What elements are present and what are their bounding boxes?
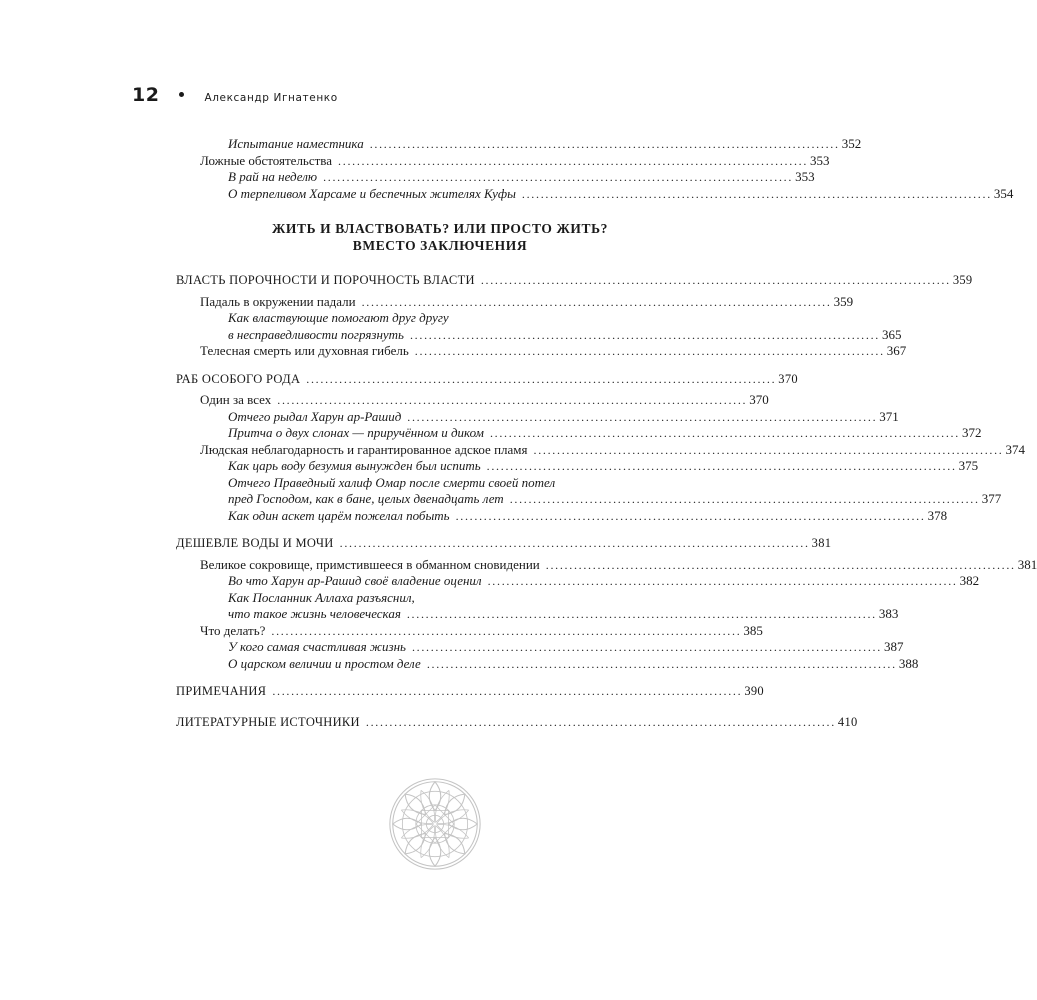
toc-entry[interactable] [176,293,854,311]
toc-entry-page: 359 [833,293,854,309]
arabesque-rosette-icon [387,776,483,872]
leader-dots: .................................................................................................... [306,371,777,386]
toc-entry-title: Ложные обстоятельства [200,152,333,168]
leader-dots: .................................................................................................... [486,459,957,473]
toc-entry-title: У кого самая счастливая жизнь [228,639,406,654]
toc-entry-title: ЛИТЕРАТУРНЫЕ ИСТОЧНИКИ [176,714,360,729]
toc-entry-title: Как один аскет царём пожелал побыть [228,507,450,523]
leader-dots: .................................................................................................... [339,536,810,550]
part-heading [176,220,704,254]
leader-dots: .................................................................................................... [406,607,877,621]
toc-entry-page: 353 [795,169,815,184]
toc-main [176,272,1037,730]
toc-entry-title: Во что Харун ар-Рашид своё владение оценил [228,573,482,588]
leader-dots: .................................................................................................... [369,137,840,151]
toc-entry-title: Великое сокровище, примстившееся в обманном сновидении [200,556,540,572]
toc-entry-title: Как Посланник Аллаха разъяснил, [228,589,415,605]
leader-dots: .................................................................................................... [272,684,743,698]
toc-section[interactable] [176,371,798,388]
leader-dots: .................................................................................................... [414,344,885,358]
page-number: 12 [132,84,160,106]
toc-entry-page: 381 [811,536,832,550]
leader-dots: .................................................................................................... [487,574,958,588]
toc-top [176,136,1014,202]
toc-section[interactable] [176,714,858,731]
toc-entry-title: ДЕШЕВЛЕ ВОДЫ И МОЧИ [176,536,334,550]
toc-entry-page: 365 [881,326,902,342]
toc-entry[interactable] [176,507,948,525]
toc-entry-title: Как царь воду безумия вынужден был испить [228,458,481,473]
toc-entry[interactable] [176,441,1025,459]
toc-entry-page: 385 [743,622,763,638]
toc-entry-title: ПРИМЕЧАНИЯ [176,684,267,698]
toc-entry[interactable] [176,343,907,360]
toc-entry[interactable] [176,425,982,442]
toc-entry-title: О терпеливом Харсаме и беспечных жителях Куфы [228,185,516,201]
leader-dots: .................................................................................................... [407,409,878,424]
toc-entry[interactable] [176,573,980,590]
toc-entry-page: 388 [898,655,919,671]
toc-entry[interactable] [176,606,899,623]
toc-entry-page: 353 [810,152,830,168]
part-heading-line2: ВМЕСТО ЗАКЛЮЧЕНИЯ [352,238,528,253]
toc-entry-title: Испытание наместника [228,136,364,151]
leader-dots: .................................................................................................... [365,714,836,729]
author-name: Александр Игнатенко [204,92,338,104]
toc-entry-page: 359 [952,273,973,287]
leader-dots: .................................................................................................... [489,426,960,440]
toc-entry-page: 374 [1005,441,1025,457]
toc-entry-title: Отчего рыдал Харун ар-Рашид [228,408,402,424]
leader-dots: .................................................................................................... [545,557,1016,572]
leader-dots: .................................................................................................... [533,442,1004,457]
toc-entry[interactable] [176,310,704,327]
toc-entry[interactable] [176,639,904,656]
toc-entry[interactable] [176,655,919,673]
leader-dots: .................................................................................................... [271,623,742,638]
toc-entry-title: Притча о двух слонах — приручённом и диком [228,425,484,440]
toc-entry[interactable] [176,392,769,409]
bullet-icon [179,92,184,97]
part-heading-line1: ЖИТЬ И ВЛАСТВОВАТЬ? ИЛИ ПРОСТО ЖИТЬ? [271,221,609,236]
toc-entry-page: 370 [749,392,769,407]
toc-entry-title: Один за всех [200,392,272,407]
toc-entry-page: 371 [879,408,899,424]
toc-entry-title: пред Господом, как в бане, целых двенадцать лет [228,491,504,506]
toc-entry-page: 382 [959,573,980,588]
toc-entry[interactable] [176,152,830,170]
leader-dots: .................................................................................................... [455,508,926,523]
toc-section[interactable] [176,683,764,700]
toc-entry[interactable] [176,491,1002,508]
toc-section[interactable] [176,535,832,552]
toc-entry-page: 370 [778,371,798,386]
toc-entry-page: 372 [961,425,982,440]
leader-dots: .................................................................................................... [323,170,794,184]
toc-entry-page: 383 [878,606,899,621]
toc-entry-page: 387 [883,639,904,654]
toc-entry-title: РАБ ОСОБОГО РОДА [176,371,301,386]
toc-section[interactable] [176,272,973,289]
toc-entry-title: Отчего Праведный халиф Омар после смерти своей потел [228,474,556,490]
toc-entry[interactable] [176,556,1037,574]
toc-entry-title: Как властвующие помогают друг другу [228,310,449,325]
leader-dots: .................................................................................................... [480,273,951,287]
toc-entry-title: что такое жизнь человеческая [228,606,401,621]
toc-entry-title: Людская неблагодарность и гарантированное адское пламя [200,441,528,457]
toc-entry-title: ВЛАСТЬ ПОРОЧНОСТИ И ПОРОЧНОСТЬ ВЛАСТИ [176,273,475,287]
toc-entry[interactable] [176,622,763,640]
toc-entry-title: В рай на неделю [228,169,318,184]
toc-entry[interactable] [176,136,862,153]
toc-entry-page: 375 [958,458,979,473]
toc-entry-title: Падаль в окружении падали [200,293,356,309]
toc-entry-page: 377 [981,491,1002,506]
toc-entry-page: 381 [1017,556,1037,572]
toc-entry-title: О царском величии и простом деле [228,655,421,671]
toc-entry-page: 390 [744,684,764,698]
toc-entry-page: 378 [927,507,948,523]
toc-entry[interactable] [176,408,899,426]
leader-dots: .................................................................................................... [338,153,809,168]
toc-entry-title: Телесная смерть или духовная гибель [200,343,409,358]
toc-entry[interactable] [176,458,979,475]
toc-entry[interactable] [176,590,704,607]
toc-entry-title: Что делать? [200,622,266,638]
toc-entry-page: 352 [841,136,862,151]
toc-entry-page: 354 [993,185,1014,201]
toc-entry[interactable] [176,185,1014,203]
toc-entry-page: 367 [886,343,907,358]
toc-entry[interactable] [176,169,815,186]
leader-dots: .................................................................................................... [277,393,748,407]
toc-entry-page: 410 [837,714,858,729]
toc-entry[interactable] [176,326,902,344]
leader-dots: .................................................................................................... [409,327,880,342]
leader-dots: .................................................................................................... [361,294,832,309]
leader-dots: .................................................................................................... [426,656,897,671]
running-header [132,84,338,106]
leader-dots: .................................................................................................... [411,640,882,654]
toc-entry[interactable] [176,475,704,492]
leader-dots: .................................................................................................... [521,186,992,201]
leader-dots: .................................................................................................... [509,492,980,506]
toc-entry-title: в несправедливости погрязнуть [228,326,404,342]
